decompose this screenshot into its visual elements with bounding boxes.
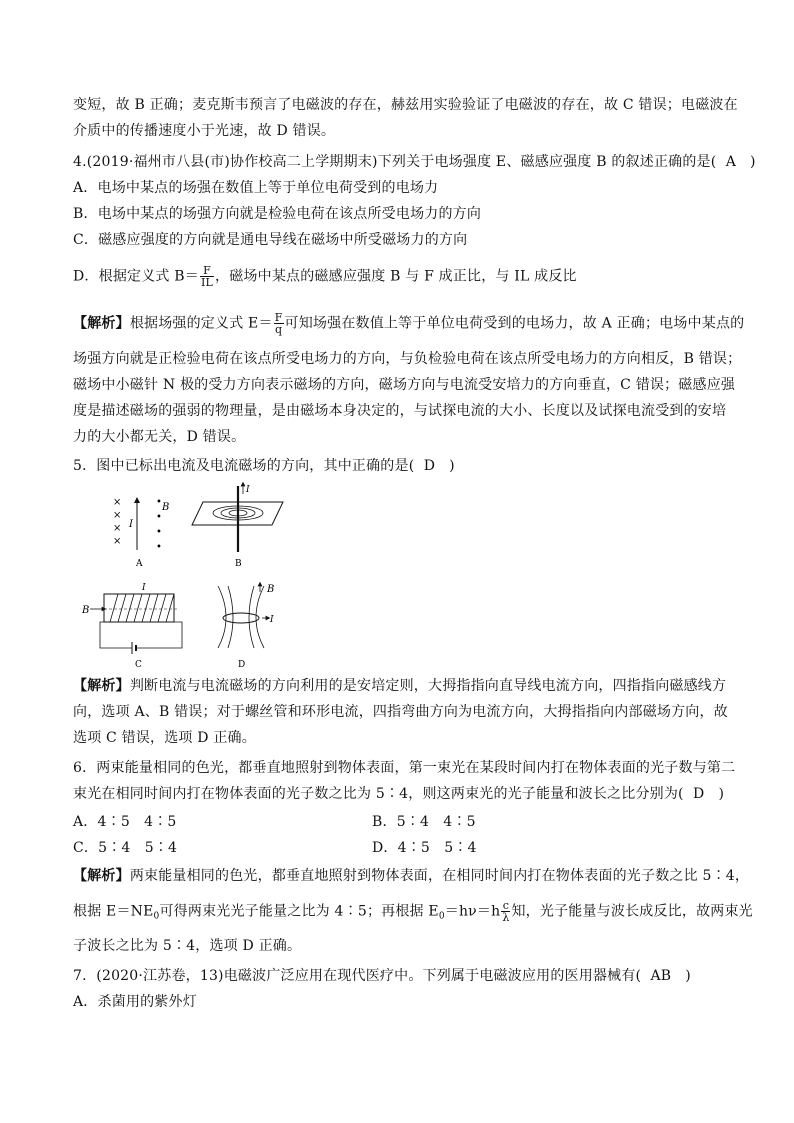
analysis-line: 场强方向就是正检验电荷在该点所受电场力的方向，与负检验电荷在该点所受电场力的方向相反，B 错误； [73, 351, 742, 367]
figure-a [113, 497, 169, 569]
analysis-line: 【解析】判断电流与电流磁场的方向利用的是安培定则，大拇指指向直导线电流方向，四指指向磁感线方 [73, 678, 727, 694]
option-c: C．5∶4 5∶4 [73, 840, 178, 856]
analysis-tag: 【解析】 [73, 868, 130, 884]
analysis-line: 【解析】根据场强的定义式 E＝ $\frac{F}{q}$ 可知场强在数值上等于单位电荷受到的电场力，故 A 正确；电场中某点的 [73, 311, 745, 336]
dot-mark: • [156, 542, 162, 553]
analysis-line: 磁场中小磁针 N 极的受力方向表示磁场的方向，磁场方向与电流受安培力的方向垂直，C 错误；磁感应强 [73, 377, 736, 393]
field-label: B [267, 584, 275, 595]
dot-mark: • [156, 527, 162, 538]
analysis-tag: 【解析】 [73, 678, 130, 694]
text-line: 变短，故 B 正确；麦克斯韦预言了电磁波的存在，赫兹用实验验证了电磁波的存在，故 C 错误；电磁波在 [73, 97, 738, 113]
figure-label-d: D [238, 660, 246, 670]
option-a: A．4∶5 4∶5 [73, 814, 177, 830]
answer: A [725, 154, 737, 170]
figure-label-a: A [136, 559, 143, 569]
current-label: I [270, 615, 274, 625]
figure-c [81, 583, 182, 670]
question-5-stem: 5．图中已标出电流及电流磁场的方向，其中正确的是( D ) [73, 458, 455, 474]
option-a: A．杀菌用的紫外灯 [73, 994, 197, 1010]
analysis-line: 【解析】两束能量相同的色光，都垂直地照射到物体表面，在相同时间内打在物体表面的光子数之比 5∶4， [73, 868, 750, 884]
current-loop [223, 613, 259, 623]
analysis-tag: 【解析】 [73, 315, 130, 332]
analysis-line: 力的大小都无关，D 错误。 [73, 429, 246, 445]
question-6-stem: 6．两束能量相同的色光，都垂直地照射到物体表面，第一束光在某段时间内打在物体表面的光子数与第二 [73, 760, 736, 776]
cross-mark: × [113, 536, 122, 547]
analysis-line: 子波长之比为 5∶4，选项 D 正确。 [73, 938, 302, 954]
answer: D [693, 786, 705, 802]
current-label: I [246, 485, 250, 495]
figure-label-c: C [135, 660, 142, 670]
analysis-line: 选项 C 错误，选项 D 正确。 [73, 730, 256, 746]
answer: D [423, 458, 436, 474]
option-b: B．5∶4 4∶5 [372, 814, 476, 830]
field-label: B [162, 502, 170, 513]
figure-q5 [60, 480, 300, 670]
fraction: $\frac{F}{q}$ [274, 311, 283, 336]
cross-mark: × [113, 497, 122, 508]
field-label: B [82, 605, 90, 616]
current-label: I [142, 583, 146, 593]
analysis-line: 向，选项 A、B 错误；对于螺丝管和环形电流，四指弯曲方向为电流方向，大拇指指向内部磁场方向，故 [73, 704, 728, 720]
option-b: B．电场中某点的场强方向就是检验电荷在该点所受电场力的方向 [73, 206, 482, 222]
question-7-stem: 7．(2020·江苏卷，13)电磁波广泛应用在现代医疗中。下列属于电磁波应用的医用器械有( AB ) [73, 968, 691, 984]
figure-label-b: B [235, 559, 242, 569]
cross-mark: × [113, 510, 122, 521]
answer: AB [650, 968, 672, 984]
fraction: $\frac{F}{IL}$ [200, 264, 214, 289]
solenoid [104, 594, 174, 622]
text-line: 介质中的传播速度小于光速，故 D 错误。 [73, 123, 336, 139]
dot-mark: • [156, 512, 162, 523]
analysis-line: 度是描述磁场的强弱的物理量，是由磁场本身决定的，与试探电流的大小、长度以及试探电流受到的安培 [73, 403, 727, 419]
option-a: A．电场中某点的场强在数值上等于单位电荷受到的电场力 [73, 180, 439, 196]
figure-b [192, 484, 283, 569]
option-c: C．磁感应强度的方向就是通电导线在磁场中所受磁场力的方向 [73, 232, 468, 248]
option-d: D．4∶5 5∶4 [372, 840, 477, 856]
question-4-stem: 4.(2019·福州市八县(市)协作校高二上学期期末)下列关于电场强度 E、磁感应强度 B 的叙述正确的是( A ) [73, 154, 756, 170]
option-d: D．根据定义式 B＝ $\frac{F}{IL}$ ，磁场中某点的磁感应强度 B 与 F 成正比，与 IL 成反比 [73, 264, 577, 289]
fraction: $\frac{c}{\lambda}$ [502, 899, 510, 924]
analysis-line: 根据 $E=NE_0$可得两束光光子能量之比为 4∶5；再根据 $E_0=h\nu=h$ $\frac{c}{\lambda}$ 知，光子能量与波长成反比，故两束光 [73, 899, 753, 924]
dot-mark: • [156, 497, 162, 508]
question-6-stem: 束光在相同时间内打在物体表面的光子数之比为 5∶4，则这两束光的光子能量和波长之比分别为( D ) [73, 786, 725, 802]
cross-mark: × [113, 523, 122, 534]
figure-d [218, 584, 274, 670]
current-label: I [129, 519, 133, 530]
